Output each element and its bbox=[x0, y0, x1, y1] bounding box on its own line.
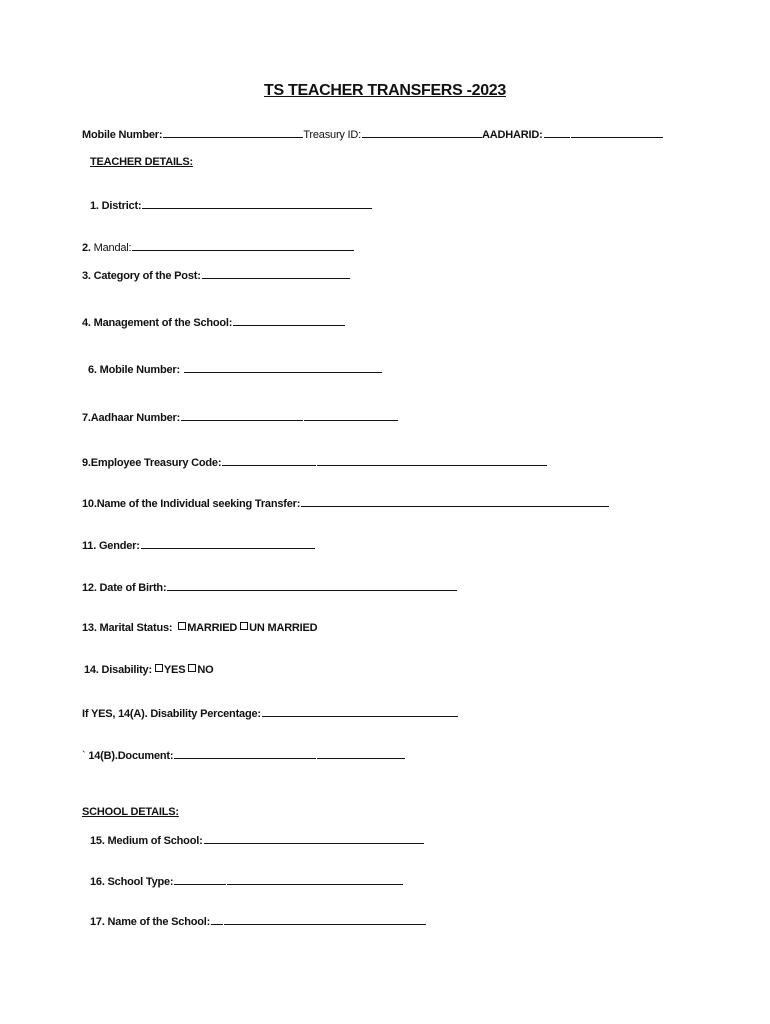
gender-row bbox=[82, 538, 315, 552]
aadhaar-field-a[interactable] bbox=[181, 410, 303, 421]
school-type-field-a[interactable] bbox=[174, 874, 226, 885]
disability-no-checkbox[interactable] bbox=[188, 664, 196, 672]
disability-percentage-row bbox=[82, 706, 458, 720]
disability-row bbox=[84, 664, 213, 676]
mobile-number-field[interactable] bbox=[163, 127, 303, 138]
school-name-field-a[interactable] bbox=[211, 914, 223, 925]
aadhaar-field-b[interactable] bbox=[304, 410, 398, 421]
treasury-id-field[interactable] bbox=[362, 127, 482, 138]
treasury-code-row bbox=[82, 455, 547, 469]
aadhar-id-label: AADHARID: bbox=[482, 129, 543, 141]
unmarried-option-label: UN MARRIED bbox=[249, 622, 318, 634]
header-row bbox=[82, 127, 663, 141]
mobile-number-label: Mobile Number: bbox=[82, 129, 163, 141]
mobile-label: 6. Mobile Number: bbox=[88, 364, 180, 376]
marital-label: 13. Marital Status: bbox=[82, 622, 173, 634]
school-type-field-b[interactable] bbox=[227, 874, 403, 885]
district-label: 1. District: bbox=[90, 200, 142, 212]
document-field-a[interactable] bbox=[174, 748, 316, 759]
dob-field[interactable] bbox=[167, 580, 457, 591]
mandal-label: Mandal: bbox=[93, 242, 132, 254]
gender-field[interactable] bbox=[141, 538, 315, 549]
school-name-row bbox=[90, 914, 426, 928]
school-type-label: 16. School Type: bbox=[90, 876, 174, 888]
aadhar-id-field-a[interactable] bbox=[544, 127, 570, 138]
aadhar-id-field-b[interactable] bbox=[571, 127, 663, 138]
disability-yes-checkbox[interactable] bbox=[155, 664, 163, 672]
medium-row bbox=[90, 833, 424, 847]
name-row bbox=[82, 496, 609, 510]
mobile-row bbox=[88, 362, 382, 376]
document-label: 14(B).Document: bbox=[88, 750, 174, 762]
disability-percentage-label: If YES, 14(A). Disability Percentage: bbox=[82, 708, 261, 720]
school-type-row bbox=[90, 874, 403, 888]
disability-yes-label: YES bbox=[163, 664, 186, 676]
mobile-field[interactable] bbox=[184, 362, 382, 373]
school-details-heading: SCHOOL DETAILS: bbox=[82, 806, 179, 818]
name-field[interactable] bbox=[301, 496, 609, 507]
marital-row bbox=[82, 622, 317, 634]
name-label: 10.Name of the Individual seeking Transfer: bbox=[82, 498, 301, 510]
mandal-number: 2. bbox=[82, 242, 91, 254]
document-field-b[interactable] bbox=[317, 748, 405, 759]
disability-label: 14. Disability: bbox=[84, 664, 152, 676]
school-name-label: 17. Name of the School: bbox=[90, 916, 211, 928]
married-checkbox[interactable] bbox=[178, 622, 186, 630]
medium-label: 15. Medium of School: bbox=[90, 835, 203, 847]
treasury-code-field-a[interactable] bbox=[222, 455, 316, 466]
aadhaar-row bbox=[82, 410, 398, 424]
disability-percentage-field[interactable] bbox=[262, 706, 458, 717]
management-label: 4. Management of the School: bbox=[82, 317, 233, 329]
mandal-row bbox=[82, 240, 354, 254]
district-field[interactable] bbox=[142, 198, 372, 209]
management-row bbox=[82, 315, 345, 329]
document-tick-mark: ` bbox=[82, 750, 86, 762]
district-row bbox=[90, 198, 372, 212]
treasury-id-label: Treasury ID: bbox=[303, 129, 362, 141]
mandal-field[interactable] bbox=[132, 240, 354, 251]
category-row bbox=[82, 268, 350, 282]
aadhaar-label: 7.Aadhaar Number: bbox=[82, 412, 181, 424]
form-title: TS TEACHER TRANSFERS -2023 bbox=[263, 82, 507, 99]
gender-label: 11. Gender: bbox=[82, 540, 140, 552]
disability-no-label: NO bbox=[197, 664, 214, 676]
medium-field[interactable] bbox=[204, 833, 424, 844]
teacher-details-heading: TEACHER DETAILS: bbox=[90, 156, 193, 168]
dob-label: 12. Date of Birth: bbox=[82, 582, 167, 594]
treasury-code-label: 9.Employee Treasury Code: bbox=[82, 457, 222, 469]
category-field[interactable] bbox=[202, 268, 350, 279]
category-label: 3. Category of the Post: bbox=[82, 270, 201, 282]
married-option-label: MARRIED bbox=[187, 622, 238, 634]
treasury-code-field-b[interactable] bbox=[317, 455, 547, 466]
school-name-field-b[interactable] bbox=[224, 914, 426, 925]
unmarried-checkbox[interactable] bbox=[240, 622, 248, 630]
document-row bbox=[82, 748, 405, 762]
dob-row bbox=[82, 580, 457, 594]
management-field[interactable] bbox=[233, 315, 345, 326]
